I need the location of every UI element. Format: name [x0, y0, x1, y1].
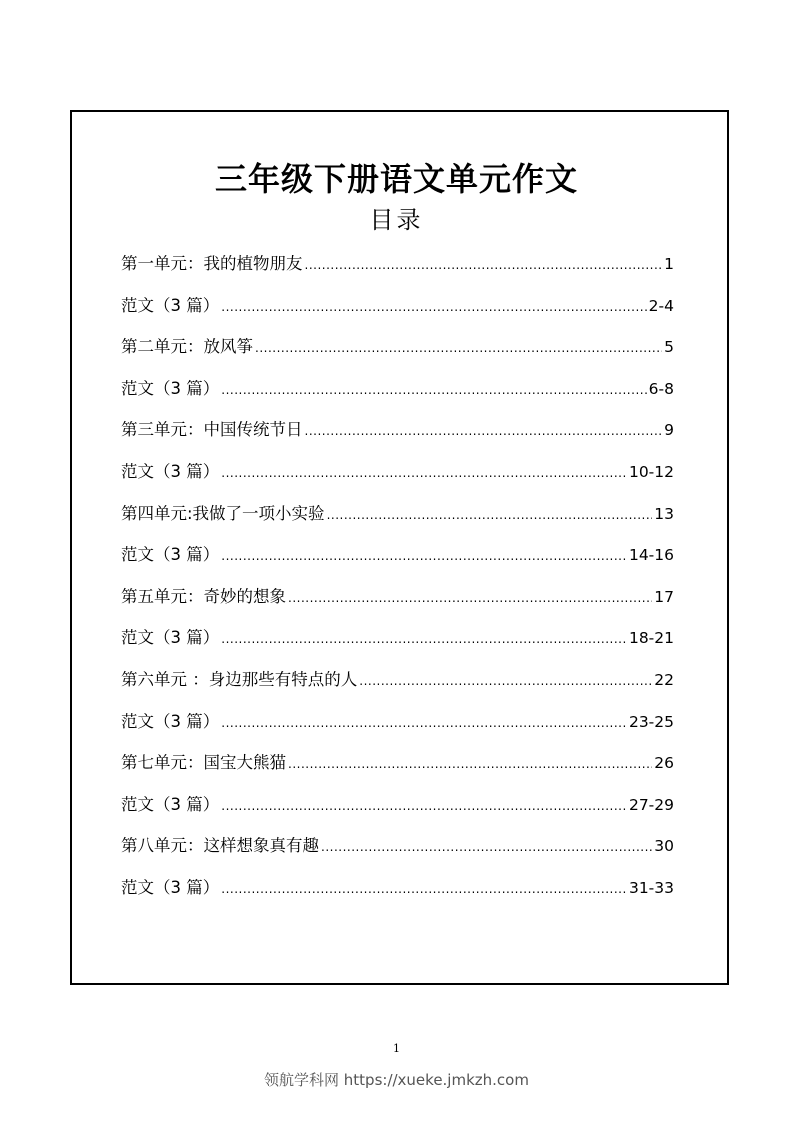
toc-entry-page: 23-25	[628, 712, 674, 731]
toc-entry-label: 第二单元：放风筝	[121, 337, 253, 357]
toc-entry-label: 范文（3 篇）	[121, 794, 220, 814]
toc-leader-dots	[327, 501, 653, 529]
toc-heading: 目录	[369, 206, 424, 234]
toc-entry[interactable]	[121, 832, 674, 874]
toc-entry-label: 范文（3 篇）	[121, 711, 220, 731]
toc-leader-dots	[221, 459, 627, 487]
toc-entry[interactable]	[121, 874, 674, 916]
toc-entry[interactable]	[121, 749, 674, 791]
toc-entry-label: 第七单元：国宝大熊猫	[121, 753, 286, 773]
toc-entry-page: 6-8	[648, 379, 674, 398]
toc-entry-page: 17	[654, 587, 674, 606]
toc-entry-label: 范文（3 篇）	[121, 295, 220, 315]
toc-entry-page: 26	[654, 754, 674, 773]
toc-leader-dots	[288, 750, 652, 778]
toc-leader-dots	[221, 625, 627, 653]
footer-watermark: 领航学科网 https://xueke.jmkzh.com	[264, 1071, 529, 1089]
toc-entry-label: 第一单元：我的植物朋友	[121, 254, 303, 273]
toc-entry[interactable]	[121, 666, 674, 708]
toc-entry-label: 第四单元:我做了一项小实验	[121, 503, 325, 523]
toc-entry-page: 13	[654, 504, 674, 523]
toc-entry[interactable]	[121, 375, 674, 417]
table-of-contents	[121, 250, 674, 916]
toc-entry-page: 30	[654, 837, 674, 856]
toc-entry[interactable]	[121, 458, 674, 500]
toc-entry[interactable]	[121, 292, 674, 334]
toc-entry-label: 范文（3 篇）	[121, 545, 220, 565]
toc-leader-dots	[305, 251, 663, 279]
toc-entry-page: 31-33	[628, 878, 674, 897]
toc-leader-dots	[288, 584, 652, 612]
toc-leader-dots	[255, 334, 662, 362]
toc-entry[interactable]	[121, 624, 674, 666]
toc-entry[interactable]	[121, 250, 674, 292]
toc-entry-label: 范文（3 篇）	[121, 461, 220, 481]
toc-entry[interactable]	[121, 500, 674, 542]
toc-entry[interactable]	[121, 541, 674, 583]
toc-entry[interactable]	[121, 333, 674, 375]
toc-entry-label: 第五单元：奇妙的想象	[121, 586, 286, 606]
toc-leader-dots	[221, 875, 627, 903]
toc-leader-dots	[321, 833, 652, 861]
document-title: 三年级下册语文单元作文	[214, 160, 578, 198]
toc-entry-label: 范文（3 篇）	[121, 378, 220, 398]
toc-leader-dots	[221, 709, 627, 737]
toc-entry-label: 第六单元 ：身边那些有特点的人	[121, 669, 358, 689]
toc-entry-label: 范文（3 篇）	[121, 628, 220, 648]
toc-entry-page: 18-21	[628, 629, 674, 648]
toc-entry-page: 5	[664, 338, 674, 357]
toc-entry-page: 10-12	[628, 462, 674, 481]
toc-entry-label: 第三单元：中国传统节日	[121, 420, 303, 440]
toc-entry[interactable]	[121, 791, 674, 833]
toc-leader-dots	[221, 376, 646, 404]
toc-entry-page: 22	[654, 670, 674, 689]
toc-entry-page: 27-29	[628, 795, 674, 814]
toc-entry-page: 14-16	[628, 546, 674, 565]
toc-entry-page: 9	[664, 421, 674, 440]
toc-entry[interactable]	[121, 708, 674, 750]
toc-leader-dots	[305, 417, 663, 445]
toc-entry-page: 1	[664, 255, 674, 273]
toc-entry-page: 2-4	[648, 296, 674, 315]
toc-leader-dots	[221, 542, 627, 570]
toc-entry-label: 范文（3 篇）	[121, 877, 220, 897]
toc-leader-dots	[221, 293, 646, 321]
toc-leader-dots	[221, 792, 627, 820]
toc-entry[interactable]	[121, 416, 674, 458]
toc-leader-dots	[359, 667, 652, 695]
toc-entry-label: 第八单元：这样想象真有趣	[121, 836, 319, 856]
page-number: 1	[393, 1042, 400, 1055]
toc-entry[interactable]	[121, 583, 674, 625]
